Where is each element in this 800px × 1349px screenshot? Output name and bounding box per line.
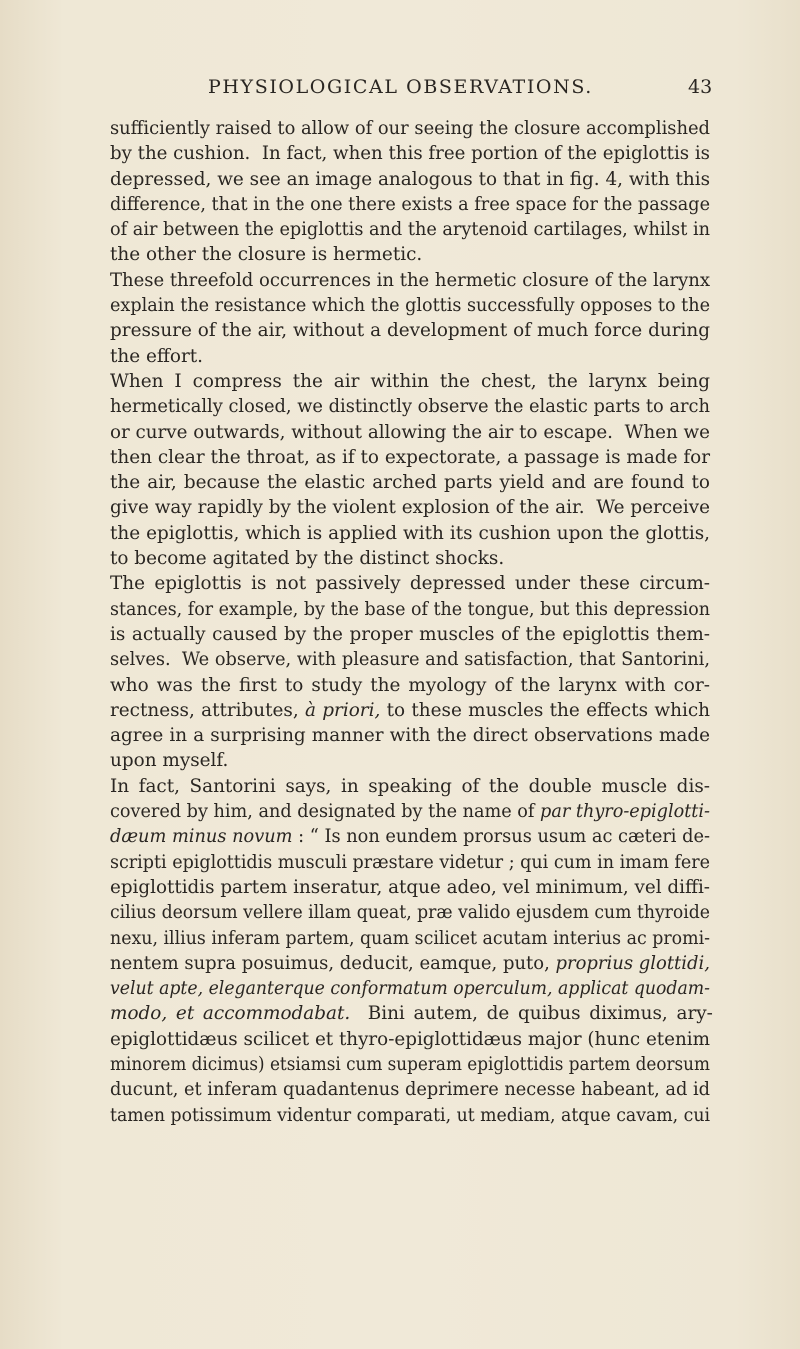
line-text: These threefold occurrences in the hermetic closure of the larynx — [110, 269, 710, 291]
text-line — [110, 470, 710, 495]
italic-text: modo, et accommodabat. — [110, 1003, 351, 1025]
line-text: nexu, illius inferam partem, quam scilicet acutam interius ac promi- — [110, 927, 710, 949]
italic-text: dæum minus novum — [110, 826, 293, 848]
text-line — [110, 546, 710, 571]
text-line — [110, 318, 710, 343]
line-text: by the cushion. In fact, when this free portion of the epiglottis is — [110, 143, 710, 165]
text-line — [110, 1027, 710, 1052]
text-line — [110, 976, 710, 1001]
line-text: the air, because the elastic arched parts yield and are found to — [110, 472, 710, 494]
line-text: epiglottidis partem inseratur, atque adeo, vel minimum, vel diffi- — [110, 876, 710, 898]
italic-text: par thyro-epiglotti- — [540, 801, 710, 823]
text-line — [110, 597, 710, 622]
text-line — [110, 116, 710, 141]
line-text: of air between the epiglottis and the arytenoid cartilages, whilst in — [110, 219, 710, 241]
text-line — [110, 951, 710, 976]
text-line — [110, 799, 710, 824]
line-text: pressure of the air, without a development of much force during — [110, 320, 710, 342]
line-text: the effort. — [110, 345, 204, 367]
text-line — [110, 293, 710, 318]
line-text: selves. We observe, with pleasure and satisfaction, that Santorini, — [110, 649, 710, 671]
line-text: is actually caused by the proper muscles of the epiglottis them- — [110, 623, 710, 645]
text-line — [110, 445, 710, 470]
line-text: then clear the throat, as if to expectorate, a passage is made for — [110, 446, 710, 468]
line-text: to become agitated by the distinct shocks. — [110, 548, 505, 570]
text-line — [110, 875, 710, 900]
text-line — [110, 217, 710, 242]
page-number: 43 — [688, 76, 713, 98]
line-text: In fact, Santorini says, in speaking of the double muscle dis- — [110, 775, 710, 797]
text-line — [110, 268, 710, 293]
line-text: to these muscles the effects which — [380, 699, 710, 721]
text-line — [110, 521, 710, 546]
text-line — [110, 1001, 713, 1026]
text-line — [110, 1077, 710, 1102]
line-text: stances, for example, by the base of the tongue, but this depression — [110, 598, 710, 620]
line-text: tamen potissimum videntur comparati, ut mediam, atque cavam, cui — [110, 1104, 710, 1126]
italic-text: proprius glottidi, — [555, 952, 710, 974]
line-text: minorem dicimus) etsiamsi cum superam epiglottidis partem deorsum — [110, 1053, 710, 1075]
line-text: rectness, attributes, — [110, 699, 306, 721]
italic-text: à priori, — [305, 699, 381, 721]
line-text: Bini autem, de quibus diximus, ary- — [350, 1003, 713, 1025]
line-text: When I compress the air within the chest, the larynx being — [110, 370, 710, 392]
running-head — [0, 76, 800, 106]
text-line — [110, 242, 710, 267]
line-text: the epiglottis, which is applied with its cushion upon the glottis, — [110, 522, 710, 544]
line-text: who was the first to study the myology of the larynx with cor- — [110, 674, 710, 696]
text-line — [110, 698, 710, 723]
line-text: ducunt, et inferam quadantenus deprimere necesse habeant, ad id — [110, 1079, 710, 1101]
text-line — [110, 824, 710, 849]
text-line — [110, 647, 710, 672]
line-text: epiglottidæus scilicet et thyro-epiglottidæus major (hunc etenim — [110, 1028, 710, 1050]
text-line — [110, 850, 710, 875]
line-text: nentem supra posuimus, deducit, eamque, puto, — [110, 952, 556, 974]
line-text: cilius deorsum vellere illam queat, præ valido ejusdem cum thyroide — [110, 902, 710, 924]
text-line — [110, 420, 710, 445]
text-line — [110, 622, 710, 647]
text-line — [110, 571, 710, 596]
line-text: The epiglottis is not passively depressed under these circum- — [110, 573, 710, 595]
text-line — [110, 192, 710, 217]
text-line — [110, 141, 710, 166]
text-line — [110, 900, 710, 925]
line-text: upon myself. — [110, 750, 229, 772]
line-text: the other the closure is hermetic. — [110, 244, 423, 266]
text-line — [110, 495, 710, 520]
text-line — [110, 167, 710, 192]
body-text — [110, 116, 713, 1128]
line-text: agree in a surprising manner with the direct observations made — [110, 725, 710, 747]
text-line — [110, 1052, 710, 1077]
line-text: scripti epiglottidis musculi præstare videtur ; qui cum in imam fere — [110, 851, 710, 873]
running-title: PHYSIOLOGICAL OBSERVATIONS. — [208, 76, 593, 98]
text-line — [110, 926, 710, 951]
text-line — [110, 1103, 710, 1128]
text-line — [110, 344, 710, 369]
text-line — [110, 369, 710, 394]
line-text: give way rapidly by the violent explosion of the air. We perceive — [110, 497, 710, 519]
text-line — [110, 723, 710, 748]
text-line — [110, 673, 710, 698]
line-text: depressed, we see an image analogous to that in fig. 4, with this — [110, 168, 710, 190]
line-text: covered by him, and designated by the name of — [110, 801, 541, 823]
line-text: or curve outwards, without allowing the air to escape. When we — [110, 421, 710, 443]
line-text: : “ Is non eundem prorsus usum ac cæteri de- — [292, 826, 710, 848]
text-line — [110, 774, 710, 799]
italic-text: velut apte, eleganterque conformatum operculum, applicat quodam- — [110, 978, 710, 1000]
line-text: explain the resistance which the glottis successfully opposes to the — [110, 295, 710, 317]
text-line — [110, 748, 710, 773]
line-text: difference, that in the one there exists a free space for the passage — [110, 193, 710, 215]
text-line — [110, 394, 710, 419]
line-text: sufficiently raised to allow of our seeing the closure accomplished — [110, 118, 710, 139]
line-text: hermetically closed, we distinctly observe the elastic parts to arch — [110, 396, 710, 418]
